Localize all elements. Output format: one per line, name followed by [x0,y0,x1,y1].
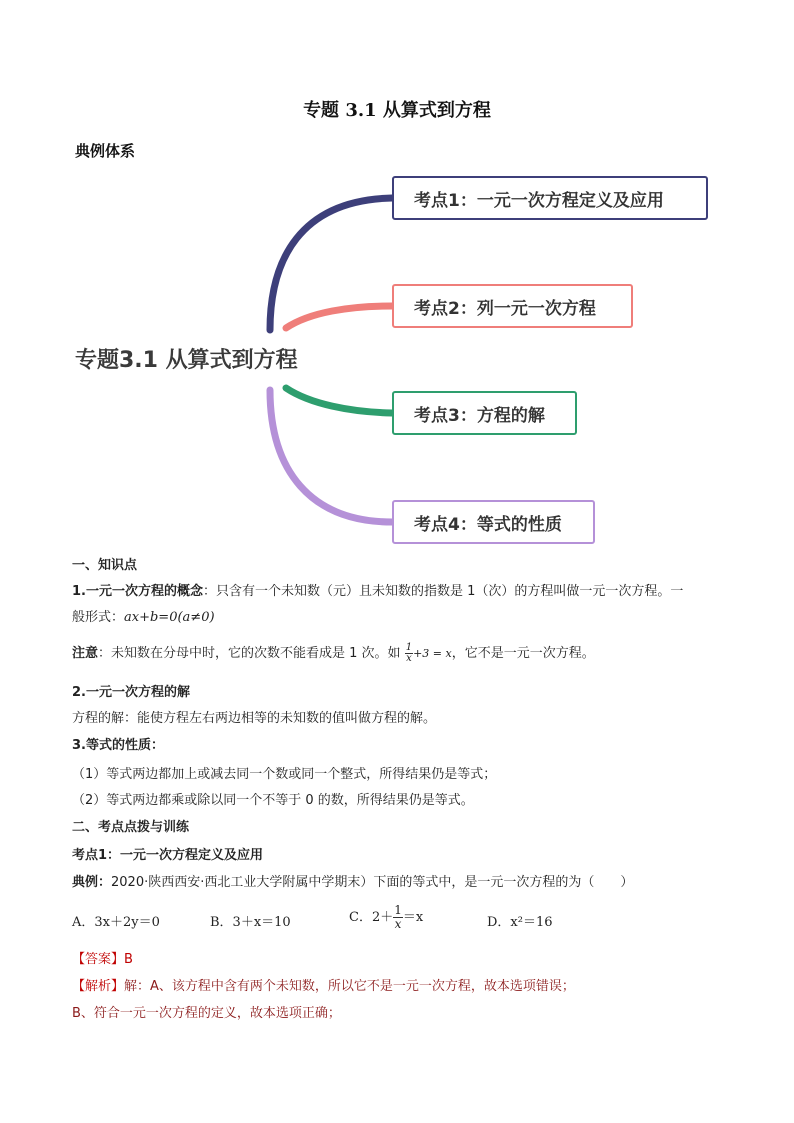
analysis-text: 解：A、该方程中含有两个未知数，所以它不是一元一次方程，故本选项错误； [124,979,575,994]
mindmap-node-1-label: 考点1：一元一次方程定义及应用 [414,190,664,211]
section1-heading: 一、知识点 [72,558,138,573]
example-text: 2020·陕西西安·西北工业大学附属中学期末）下面的等式中，是一元一次方程的为（ ） [111,875,634,890]
mindmap-node-4 [392,500,595,544]
mindmap-node-4-label: 考点4：等式的性质 [414,514,562,535]
option-c-num: 1 [394,903,402,917]
option-c-fraction [393,904,403,931]
concept-label: 1.一元一次方程的概念 [72,584,203,599]
concept-text: ：只含有一个未知数（元）且未知数的指数是 1（次）的方程叫做一元一次方程。一 [202,584,684,599]
analysis-line-2: B、符合一元一次方程的定义，故本选项正确； [72,1006,341,1021]
note-frac-den: x [406,653,412,664]
properties-heading: 3.等式的性质： [72,738,164,753]
option-a: A．3x＋2y＝0 [72,915,160,930]
connector-3 [286,388,392,413]
mindmap-node-3 [392,391,577,435]
mindmap-node-2-label: 考点2：列一元一次方程 [414,298,596,319]
answer-line [72,950,133,970]
concept-paragraph [72,582,732,602]
general-form-line [72,608,215,628]
solution-heading: 2.一元一次方程的解 [72,685,190,700]
property-item-1: （1）等式两边都加上或减去同一个数或同一个整式，所得结果仍是等式； [72,767,497,782]
general-form-formula: ax+b=0(a≠0) [124,610,215,625]
analysis-label: 【解析】 [72,979,125,994]
note-frac-num: 1 [405,642,413,653]
mindmap-connectors [0,0,794,560]
solution-text: 方程的解：能使方程左右两边相等的未知数的值叫做方程的解。 [72,711,437,726]
note-label: 注意 [72,646,99,661]
option-c [349,904,423,931]
answer-value: B [124,952,133,967]
property-item-2: （2）等式两边都乘或除以同一个不等于 0 的数，所得结果仍是等式。 [72,793,474,808]
answer-label: 【答案】 [72,952,125,967]
section2-heading: 二、考点点拨与训练 [72,820,190,835]
mindmap-node-3-label: 考点3：方程的解 [414,405,545,426]
note-text: ：未知数在分母中时，它的次数不能看成是 1 次。如 [98,646,401,661]
page-title: 专题 3.1 从算式到方程 [303,100,491,121]
note-eq: +3 = x [413,647,452,660]
option-b: B．3＋x＝10 [210,915,291,930]
note-fraction [405,643,413,664]
system-heading: 典例体系 [75,142,136,160]
connector-2 [286,306,392,328]
mindmap-central-topic: 专题3.1 从算式到方程 [75,348,298,373]
option-d: D．x²＝16 [487,915,553,930]
option-c-prefix: C．2＋ [349,910,394,925]
mindmap-node-2 [392,284,633,328]
note-tail: ，它不是一元一次方程。 [451,646,595,661]
mindmap-node-1 [392,176,708,220]
kd1-heading: 考点1：一元一次方程定义及应用 [72,848,264,863]
example-line [72,873,633,893]
general-form-prefix: 般形式： [72,610,125,625]
analysis-line [72,977,575,997]
note-line [72,643,595,664]
option-c-den: x [394,917,402,931]
option-c-suffix: ＝x [402,910,424,925]
example-label: 典例： [72,875,112,890]
